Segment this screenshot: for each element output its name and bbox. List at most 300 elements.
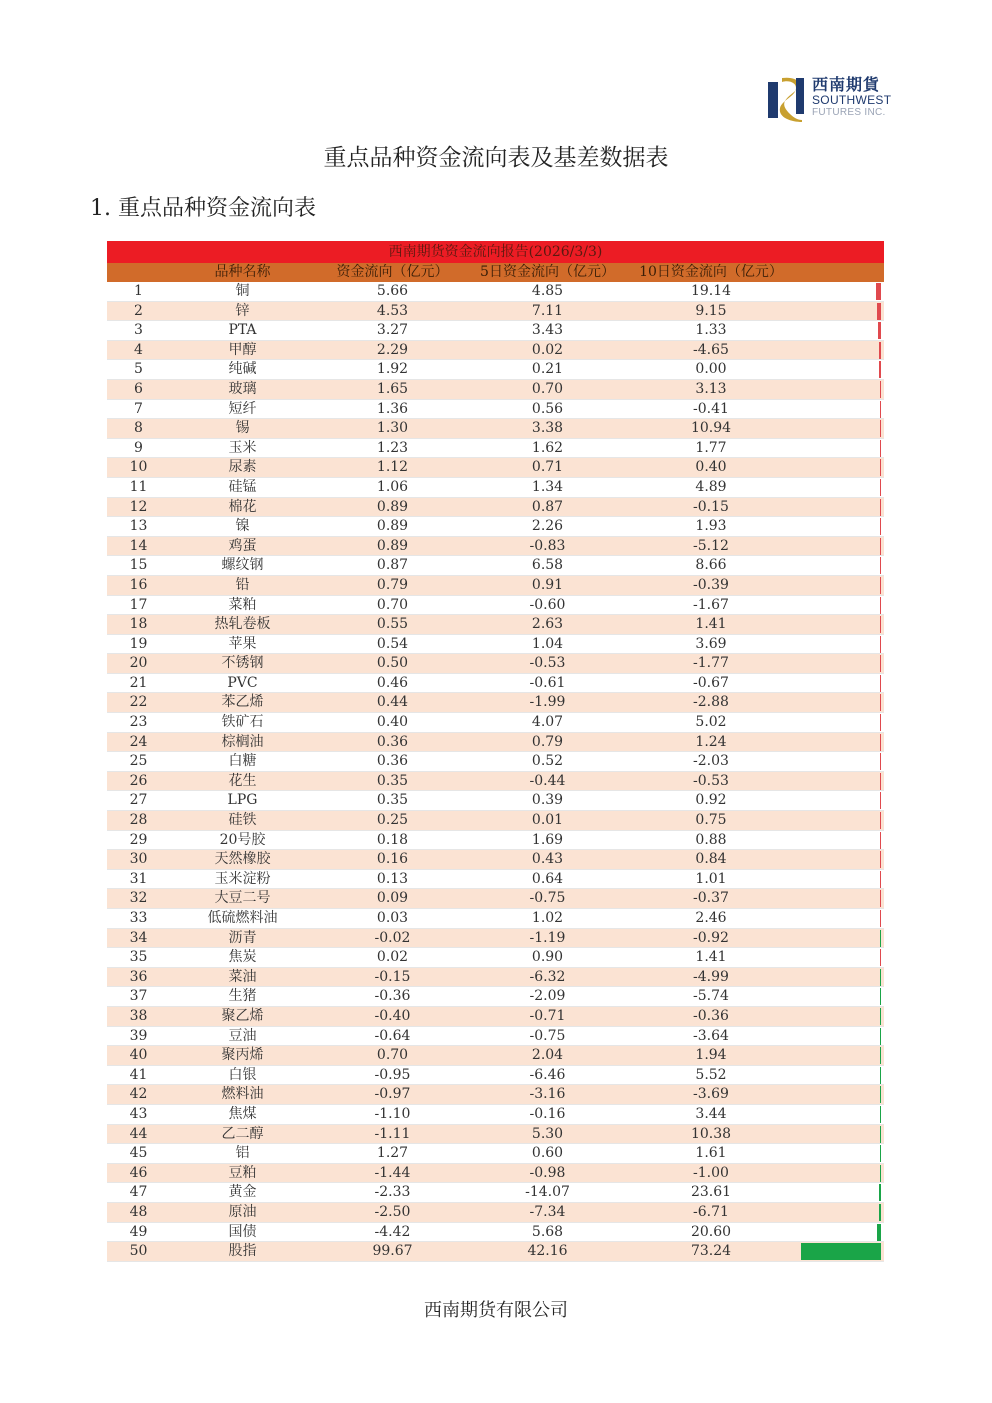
row-flow: 0.36 <box>376 733 409 750</box>
row-bar-cell <box>797 987 884 1006</box>
row-flow-5d: -1.19 <box>529 929 566 946</box>
row-flow-5d: 0.60 <box>531 1145 564 1162</box>
row-bar-cell <box>797 909 884 928</box>
row-flow-10d: 1.41 <box>695 616 727 633</box>
document-title: 重点品种资金流向表及基差数据表 <box>323 145 669 171</box>
row-flow-10d: -0.67 <box>693 674 729 691</box>
row-name: 镍 <box>235 518 250 535</box>
row-flow-5d: -6.46 <box>529 1066 566 1083</box>
row-flow-5d: 0.79 <box>531 733 564 750</box>
row-name: 豆油 <box>228 1027 257 1044</box>
row-flow-5d: 5.68 <box>531 1223 564 1240</box>
row-flow: 99.67 <box>372 1243 413 1260</box>
row-flow-5d: 0.87 <box>531 498 564 515</box>
report-title: 西南期货资金流向报告(2026/3/3) <box>107 241 884 263</box>
table-row <box>107 733 884 753</box>
section-title: 1. 重点品种资金流向表 <box>90 196 316 221</box>
row-flow-10d: -0.92 <box>693 929 729 946</box>
flow-bar <box>880 930 882 947</box>
row-flow-5d: 1.04 <box>531 635 564 652</box>
row-flow: -0.64 <box>374 1027 411 1044</box>
row-index: 41 <box>129 1066 148 1083</box>
row-name: 白糖 <box>228 753 257 770</box>
row-name: 花生 <box>228 772 257 789</box>
row-name: 大豆二号 <box>214 890 271 907</box>
row-flow-5d: 5.30 <box>531 1125 564 1142</box>
row-flow-10d: -1.67 <box>693 596 729 613</box>
row-bar-cell <box>797 831 884 850</box>
row-flow-5d: 7.11 <box>531 302 564 319</box>
row-flow-5d: -14.07 <box>525 1184 570 1201</box>
row-index: 1 <box>134 283 143 299</box>
row-bar-cell <box>797 1046 884 1065</box>
row-name: 螺纹钢 <box>221 557 264 574</box>
row-index: 37 <box>129 988 148 1005</box>
row-flow: 0.02 <box>376 949 409 966</box>
row-flow-10d: -2.88 <box>693 694 729 711</box>
row-bar-cell <box>797 1203 884 1222</box>
row-name: 菜粕 <box>228 596 257 613</box>
row-bar-cell <box>797 380 884 399</box>
row-name: PVC <box>227 674 258 691</box>
row-flow-10d: 1.41 <box>695 949 727 966</box>
flow-bar <box>880 1165 882 1182</box>
row-index: 14 <box>129 537 148 554</box>
row-flow: 2.29 <box>376 341 409 358</box>
row-flow: 0.16 <box>376 851 409 868</box>
row-flow: 0.35 <box>376 772 409 789</box>
row-flow-5d: 0.52 <box>531 753 564 770</box>
row-flow-5d: 0.64 <box>531 870 564 887</box>
flow-bar <box>880 518 882 535</box>
row-name: PTA <box>228 322 257 339</box>
row-name: 聚丙烯 <box>221 1047 264 1064</box>
row-index: 47 <box>129 1184 148 1201</box>
row-flow-5d: 1.02 <box>531 910 564 926</box>
row-name: 股指 <box>228 1243 257 1260</box>
table-row <box>107 870 884 890</box>
row-flow-10d: -4.65 <box>693 341 729 358</box>
flow-bar <box>880 1047 882 1064</box>
row-flow: -4.42 <box>374 1223 411 1240</box>
row-flow-5d: -2.09 <box>529 988 566 1005</box>
row-index: 27 <box>129 792 148 809</box>
row-index: 39 <box>129 1027 148 1044</box>
row-flow-5d: -0.53 <box>529 655 566 672</box>
table-row <box>107 1085 884 1105</box>
row-index: 22 <box>129 694 148 711</box>
row-name: 聚乙烯 <box>221 1007 264 1024</box>
flow-bar <box>880 832 882 849</box>
row-flow: 0.25 <box>376 812 409 829</box>
row-flow-10d: 3.13 <box>695 380 727 397</box>
row-flow-5d: 0.90 <box>531 949 564 966</box>
row-flow-10d: -1.77 <box>693 655 729 672</box>
table-body <box>107 282 884 1262</box>
row-flow-5d: 0.70 <box>531 380 564 397</box>
flow-bar <box>880 1145 882 1162</box>
row-flow: 1.92 <box>376 361 409 378</box>
row-index: 24 <box>129 733 148 750</box>
row-flow-10d: -0.15 <box>693 498 729 515</box>
flow-bar <box>880 381 882 398</box>
flow-bar <box>880 969 882 986</box>
row-flow: 0.40 <box>376 714 409 731</box>
row-bar-cell <box>797 439 884 458</box>
row-bar-cell <box>797 811 884 830</box>
row-flow-10d: 20.60 <box>690 1223 732 1240</box>
header-flow: 资金流向（亿元） <box>336 264 449 280</box>
row-flow-5d: 0.39 <box>531 792 564 809</box>
row-index: 17 <box>129 596 148 613</box>
table-row <box>107 1125 884 1145</box>
row-index: 30 <box>129 851 148 868</box>
row-flow: 0.89 <box>376 498 409 515</box>
row-flow-10d: 1.94 <box>695 1047 727 1064</box>
table-row <box>107 1105 884 1125</box>
row-flow-5d: -0.60 <box>529 596 566 613</box>
flow-bar <box>880 597 882 614</box>
row-bar-cell <box>797 1027 884 1046</box>
flow-bar <box>877 1224 881 1241</box>
row-flow-10d: 4.89 <box>695 478 727 495</box>
row-flow-5d: 1.62 <box>531 439 564 456</box>
row-bar-cell <box>797 850 884 869</box>
flow-bar <box>880 440 882 457</box>
row-index: 8 <box>134 420 143 437</box>
row-index: 23 <box>129 714 148 731</box>
row-bar-cell <box>797 733 884 752</box>
row-bar-cell <box>797 948 884 967</box>
row-flow-5d: 42.16 <box>527 1243 568 1260</box>
row-name: 玉米淀粉 <box>214 870 271 887</box>
row-bar-cell <box>797 302 884 321</box>
row-bar-cell <box>797 478 884 497</box>
row-bar-cell <box>797 576 884 595</box>
row-index: 3 <box>134 322 143 339</box>
row-name: 豆粕 <box>228 1164 257 1181</box>
row-flow-5d: -0.71 <box>529 1007 566 1024</box>
row-flow: 0.09 <box>376 890 409 907</box>
row-flow: -0.97 <box>374 1086 411 1103</box>
row-flow-10d: -5.74 <box>693 988 729 1005</box>
row-name: 硅锰 <box>228 478 257 495</box>
row-name: 鸡蛋 <box>228 537 257 554</box>
table-row <box>107 1066 884 1086</box>
row-flow-10d: 3.69 <box>695 635 727 652</box>
row-flow-10d: -0.37 <box>693 890 729 907</box>
row-name: 纯碱 <box>228 361 257 378</box>
flow-bar <box>801 1243 881 1260</box>
row-flow-10d: 8.66 <box>695 557 727 574</box>
row-flow-10d: 2.46 <box>695 910 727 926</box>
row-flow: 0.44 <box>376 694 409 711</box>
row-bar-cell <box>797 1007 884 1026</box>
row-flow-5d: 3.38 <box>531 420 564 437</box>
row-flow-10d: 0.75 <box>695 812 727 829</box>
row-index: 31 <box>129 870 148 887</box>
row-bar-cell <box>797 713 884 732</box>
row-index: 38 <box>129 1007 148 1024</box>
table-row <box>107 948 884 968</box>
row-name: 沥青 <box>228 929 257 946</box>
footer-company: 西南期货有限公司 <box>424 1300 568 1321</box>
row-flow-5d: 4.85 <box>531 283 564 299</box>
row-flow: -0.40 <box>374 1007 411 1024</box>
row-flow: 1.23 <box>376 439 409 456</box>
row-flow: -2.50 <box>374 1203 411 1220</box>
row-index: 48 <box>129 1203 148 1220</box>
table-row <box>107 517 884 537</box>
flow-bar <box>880 655 882 672</box>
row-flow-10d: 0.92 <box>695 792 727 809</box>
table-row <box>107 1027 884 1047</box>
row-name: 黄金 <box>228 1184 257 1201</box>
flow-bar <box>880 1028 882 1045</box>
row-name: 焦煤 <box>228 1105 257 1122</box>
row-flow-10d: 5.52 <box>695 1066 727 1083</box>
table-row <box>107 1242 884 1262</box>
row-bar-cell <box>797 400 884 419</box>
row-bar-cell <box>797 968 884 987</box>
logo-en-text: SOUTHWEST <box>812 93 892 107</box>
row-flow-5d: -0.98 <box>529 1164 566 1181</box>
row-bar-cell <box>797 341 884 360</box>
row-name: 20号胶 <box>219 831 266 848</box>
row-bar-cell <box>797 1066 884 1085</box>
table-row <box>107 302 884 322</box>
row-flow: 1.36 <box>376 400 409 417</box>
table-row <box>107 380 884 400</box>
row-flow: -0.15 <box>374 968 411 985</box>
row-flow-5d: 6.58 <box>531 557 564 574</box>
row-flow-10d: -3.64 <box>693 1027 729 1044</box>
row-bar-cell <box>797 282 884 301</box>
logo-en-sub-text: FUTURES INC. <box>812 107 886 118</box>
row-bar-cell <box>797 615 884 634</box>
table-row <box>107 419 884 439</box>
row-flow-5d: 0.02 <box>531 341 564 358</box>
row-flow-10d: -5.12 <box>693 537 729 554</box>
row-flow: 0.35 <box>376 792 409 809</box>
table-row <box>107 360 884 380</box>
flow-bar <box>880 636 882 653</box>
row-bar-cell <box>797 1144 884 1163</box>
row-name: 锌 <box>235 302 250 319</box>
table-row <box>107 850 884 870</box>
row-name: 棕榈油 <box>221 733 264 750</box>
header-name: 品种名称 <box>214 264 271 280</box>
row-name: 菜油 <box>228 968 257 985</box>
row-bar-cell <box>797 498 884 517</box>
row-bar-cell <box>797 889 884 908</box>
row-index: 50 <box>129 1243 148 1260</box>
row-name: 玉米 <box>228 439 257 456</box>
row-index: 4 <box>134 341 143 358</box>
table-row <box>107 811 884 831</box>
row-flow-10d: 9.15 <box>695 302 727 319</box>
table-row <box>107 909 884 929</box>
flow-bar <box>879 361 881 378</box>
row-flow-10d: 10.94 <box>690 420 732 437</box>
row-bar-cell <box>797 693 884 712</box>
row-index: 16 <box>129 576 148 593</box>
row-flow: 1.65 <box>376 380 409 397</box>
row-flow: 1.06 <box>376 478 409 495</box>
row-flow-10d: 5.02 <box>695 714 727 731</box>
table-row <box>107 439 884 459</box>
row-flow-10d: -2.03 <box>693 753 729 770</box>
row-flow-5d: -7.34 <box>529 1203 566 1220</box>
row-flow: 0.18 <box>376 831 409 848</box>
row-flow: 0.55 <box>376 616 409 633</box>
row-flow: 0.89 <box>376 537 409 554</box>
row-flow: -1.10 <box>374 1105 411 1122</box>
table-row <box>107 635 884 655</box>
row-bar-cell <box>797 1164 884 1183</box>
row-name: 焦炭 <box>228 949 257 966</box>
row-flow-5d: -0.61 <box>529 674 566 691</box>
row-name: 硅铁 <box>228 812 257 829</box>
row-name: 国债 <box>228 1223 257 1240</box>
row-name: 锡 <box>235 420 250 437</box>
row-name: 乙二醇 <box>221 1125 264 1142</box>
logo-cn-text: 西南期貨 <box>812 75 881 94</box>
flow-bar <box>879 342 881 359</box>
row-bar-cell <box>797 596 884 615</box>
row-name: 尿素 <box>228 459 257 476</box>
row-name: 热轧卷板 <box>214 616 271 633</box>
table-row <box>107 1183 884 1203</box>
row-bar-cell <box>797 654 884 673</box>
row-flow: -2.33 <box>374 1184 411 1201</box>
flow-bar <box>880 1126 882 1143</box>
row-name: 铝 <box>235 1145 250 1162</box>
row-index: 44 <box>129 1125 148 1142</box>
row-bar-cell <box>797 674 884 693</box>
table-row <box>107 831 884 851</box>
row-index: 20 <box>129 655 148 672</box>
row-flow-10d: 0.40 <box>695 459 727 476</box>
row-flow-10d: 73.24 <box>690 1243 732 1260</box>
row-flow: 0.54 <box>376 635 409 652</box>
row-index: 33 <box>129 910 148 926</box>
flow-bar <box>880 1086 882 1103</box>
row-name: 铅 <box>235 576 250 593</box>
row-flow: 1.12 <box>376 459 409 476</box>
row-bar-cell <box>797 870 884 889</box>
row-name: LPG <box>227 792 258 809</box>
row-index: 6 <box>134 380 143 397</box>
row-index: 46 <box>129 1164 148 1181</box>
row-bar-cell <box>797 635 884 654</box>
row-bar-cell <box>797 419 884 438</box>
row-index: 35 <box>129 949 148 966</box>
flow-bar <box>880 890 882 907</box>
flow-bar <box>880 675 882 692</box>
header-bar <box>797 263 884 282</box>
table-row <box>107 478 884 498</box>
row-index: 28 <box>129 812 148 829</box>
logo-mark-icon <box>768 74 806 122</box>
flow-bar <box>880 734 882 751</box>
table-row <box>107 498 884 518</box>
row-flow: 0.50 <box>376 655 409 672</box>
flow-bar <box>880 401 882 418</box>
row-flow: 1.27 <box>376 1145 409 1162</box>
row-bar-cell <box>797 1183 884 1202</box>
table-row <box>107 1046 884 1066</box>
row-index: 34 <box>129 929 148 946</box>
row-flow-10d: -6.71 <box>693 1203 729 1220</box>
table-row <box>107 674 884 694</box>
flow-bar <box>880 557 882 574</box>
row-name: 苹果 <box>228 635 257 652</box>
row-flow: 0.79 <box>376 576 409 593</box>
row-flow-5d: -0.75 <box>529 890 566 907</box>
flow-bar <box>880 694 882 711</box>
row-flow: -1.11 <box>374 1125 411 1142</box>
flow-bar <box>880 1067 882 1084</box>
row-flow-5d: 4.07 <box>531 714 564 731</box>
row-flow-10d: 0.00 <box>695 361 727 378</box>
table-row <box>107 968 884 988</box>
row-index: 32 <box>129 890 148 907</box>
table-row <box>107 1203 884 1223</box>
row-name: 燃料油 <box>221 1086 264 1103</box>
row-flow-5d: -6.32 <box>529 968 566 985</box>
row-flow: 0.46 <box>376 674 409 691</box>
table-row <box>107 282 884 302</box>
table-row <box>107 929 884 949</box>
row-name: 原油 <box>228 1203 257 1220</box>
table-row <box>107 1007 884 1027</box>
row-name: 不锈钢 <box>221 655 264 672</box>
table-row <box>107 1164 884 1184</box>
table-row <box>107 615 884 635</box>
row-index: 5 <box>134 361 143 378</box>
row-flow: -0.02 <box>374 929 411 946</box>
header-index <box>107 263 170 282</box>
row-flow-10d: 19.14 <box>690 283 732 299</box>
row-index: 10 <box>129 459 148 476</box>
table-row <box>107 556 884 576</box>
row-index: 15 <box>129 557 148 574</box>
row-name: 生猪 <box>228 988 257 1005</box>
flow-bar <box>880 538 882 555</box>
table-row <box>107 693 884 713</box>
table-row <box>107 654 884 674</box>
row-flow-10d: 1.33 <box>695 322 727 339</box>
row-flow-5d: 2.26 <box>531 518 564 535</box>
row-bar-cell <box>797 929 884 948</box>
flow-bar <box>880 949 882 966</box>
row-index: 9 <box>134 439 143 456</box>
row-index: 36 <box>129 968 148 985</box>
table-row <box>107 1223 884 1243</box>
row-bar-cell <box>797 556 884 575</box>
row-flow: -0.36 <box>374 988 411 1005</box>
header-flow-5d: 5日资金流向（亿元） <box>480 264 615 280</box>
row-flow-10d: 23.61 <box>690 1184 732 1201</box>
row-flow-5d: 0.01 <box>531 812 564 829</box>
row-name: 玻璃 <box>228 380 257 397</box>
row-bar-cell <box>797 321 884 340</box>
flow-bar <box>880 420 882 437</box>
table-row <box>107 713 884 733</box>
row-flow-10d: -0.41 <box>693 400 729 417</box>
row-index: 11 <box>129 478 148 495</box>
